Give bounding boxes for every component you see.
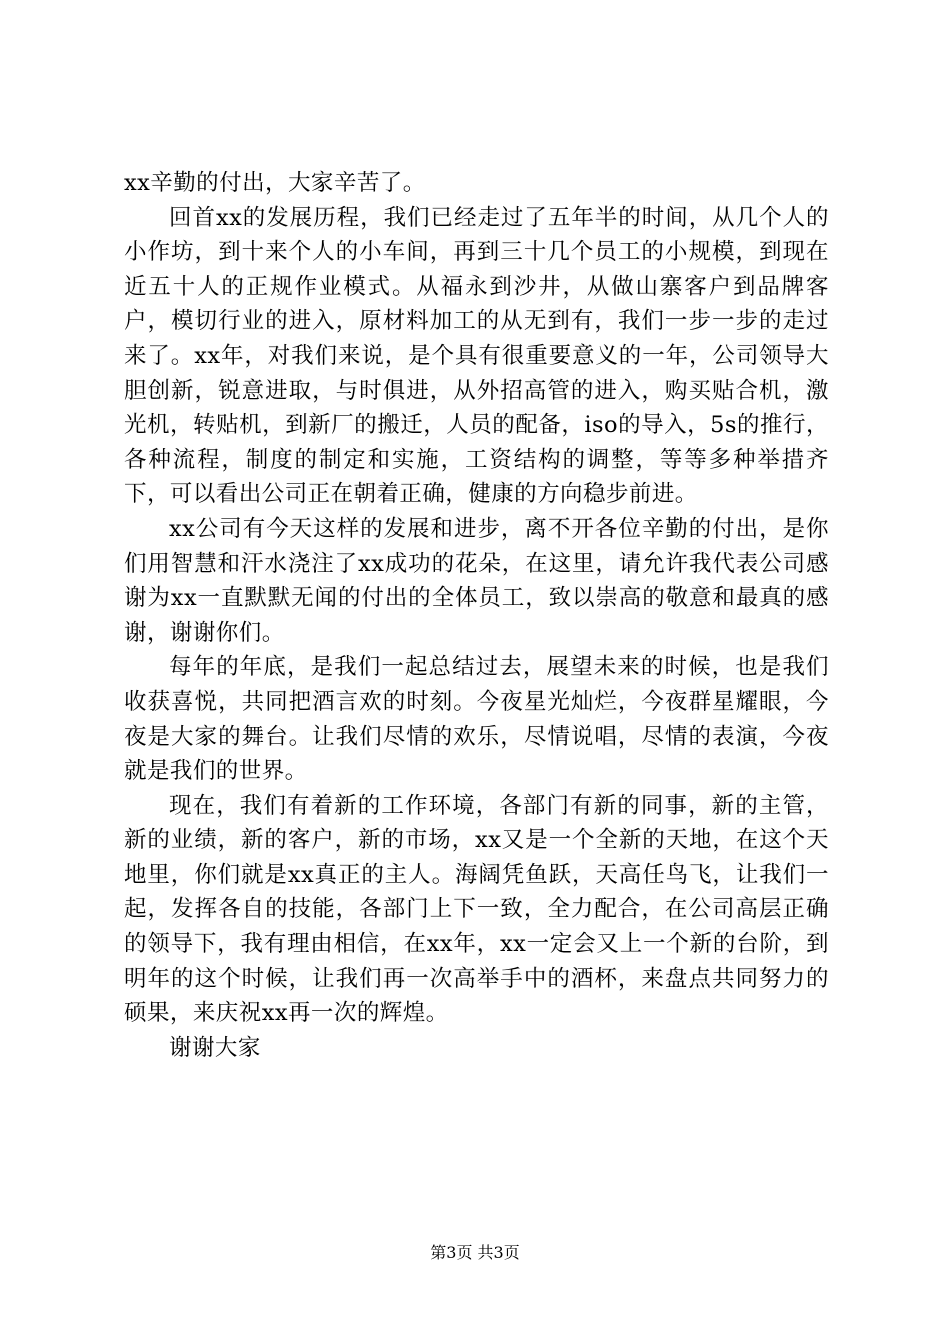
paragraph-history: 回首xx的发展历程，我们已经走过了五年半的时间，从几个人的小作坊，到十来个人的小车间，再到三十几个员工的小规模，到现在近五十人的正规作业模式。从福永到沙井，从做山寨客户到品牌客户，模切行业的进入，原材料加工的从无到有，我们一步一步的走过来了。xx年，对我们来说，是个具有很重要意义的一年，公司领导大胆创新，锐意进取，与时俱进，从外招高管的进入，购买贴合机，激光机，转贴机，到新厂的搬迁，人员的配备，iso的导入，5s的推行，各种流程，制度的制定和实施，工资结构的调整，等等多种举措齐下，可以看出公司正在朝着正确，健康的方向稳步前进。 bbox=[124, 204, 829, 508]
paragraph-thanks: xx公司有今天这样的发展和进步，离不开各位辛勤的付出，是你们用智慧和汗水浇注了xx成功的花朵，在这里，请允许我代表公司感谢为xx一直默默无闻的付出的全体员工，致以崇高的敬意和最真的感谢，谢谢你们。 bbox=[124, 515, 829, 646]
paragraph-closing: 谢谢大家 bbox=[169, 1034, 261, 1061]
paragraph-continuation: xx辛勤的付出，大家辛苦了。 bbox=[124, 170, 426, 196]
paragraph-year-end: 每年的年底，是我们一起总结过去，展望未来的时候，也是我们收获喜悦，共同把酒言欢的时刻。今夜星光灿烂，今夜群星耀眼，今夜是大家的舞台。让我们尽情的欢乐，尽情说唱，尽情的表演，今夜就是我们的世界。 bbox=[124, 654, 829, 785]
paragraph-future: 现在，我们有着新的工作环境，各部门有新的同事，新的主管，新的业绩，新的客户，新的市场，xx又是一个全新的天地，在这个天地里，你们就是xx真正的主人。海阔凭鱼跃，天高任鸟飞，让我们一起，发挥各自的技能，各部门上下一致，全力配合，在公司高层正确的领导下，我有理由相信，在xx年，xx一定会又上一个新的台阶，到明年的这个时候，让我们再一次高举手中的酒杯，来盘点共同努力的硕果，来庆祝xx再一次的辉煌。 bbox=[124, 792, 829, 1027]
page-footer: 第3页 共3页 bbox=[430, 1243, 520, 1262]
document-body bbox=[124, 166, 829, 1065]
